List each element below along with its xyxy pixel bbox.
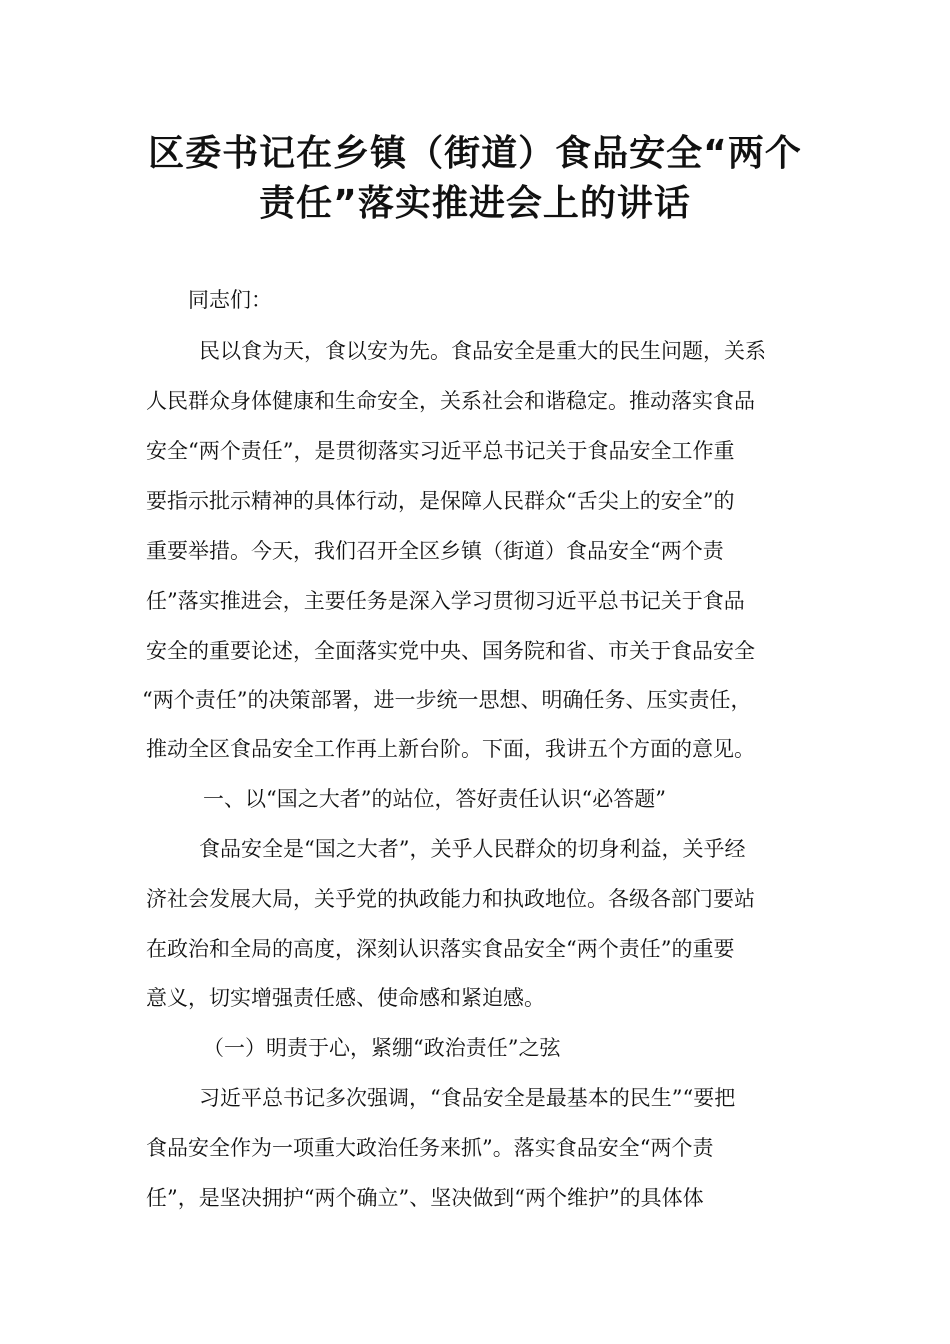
paragraph-line: 意义，切实增强责任感、使命感和紧迫感。 <box>146 986 545 1010</box>
paragraph-line: 安全“两个责任”，是贯彻落实习近平总书记关于食品安全工作重 <box>146 439 735 463</box>
paragraph-line: 民以食为天，食以安为先。食品安全是重大的民生问题，关系 <box>199 339 766 363</box>
paragraph-line: 人民群众身体健康和生命安全，关系社会和谐稳定。推动落实食品 <box>146 389 755 413</box>
paragraph-line: 食品安全作为一项重大政治任务来抓”。落实食品安全“两个责 <box>146 1136 714 1160</box>
subsection-heading-1: （一）明责于心，紧绷“政治责任”之弦 <box>203 1036 561 1060</box>
paragraph-line: “两个责任”的决策部署，进一步统一思想、明确任务、压实责任， <box>142 688 752 712</box>
document-title-line-2: 责任”落实推进会上的讲话 <box>259 183 691 224</box>
paragraph-line: 任”，是坚决拥护“两个确立”、坚决做到“两个维护”的具体体 <box>146 1186 704 1210</box>
paragraph-line: 重要举措。今天，我们召开全区乡镇（街道）食品安全“两个责 <box>146 539 724 563</box>
paragraph-line: 济社会发展大局，关乎党的执政能力和执政地位。各级各部门要站 <box>146 887 755 911</box>
paragraph-line: 安全的重要论述，全面落实党中央、国务院和省、市关于食品安全 <box>146 639 755 663</box>
paragraph-line: 食品安全是“国之大者”，关乎人民群众的切身利益，关乎经 <box>199 837 746 861</box>
paragraph-line: 推动全区食品安全工作再上新台阶。下面，我讲五个方面的意见。 <box>146 737 755 761</box>
paragraph-line: 要指示批示精神的具体行动，是保障人民群众“舌尖上的安全”的 <box>146 489 735 513</box>
paragraph-line: 在政治和全局的高度，深刻认识落实食品安全“两个责任”的重要 <box>146 937 735 961</box>
paragraph-line: 习近平总书记多次强调，“食品安全是最基本的民生”“要把 <box>199 1086 736 1110</box>
section-heading-1: 一、以“国之大者”的站位，答好责任认识“必答题” <box>203 787 666 811</box>
salutation: 同志们： <box>188 288 272 312</box>
paragraph-line: 任”落实推进会，主要任务是深入学习贯彻习近平总书记关于食品 <box>146 589 745 613</box>
document-title-line-1: 区委书记在乡镇（街道）食品安全“两个 <box>148 133 802 174</box>
